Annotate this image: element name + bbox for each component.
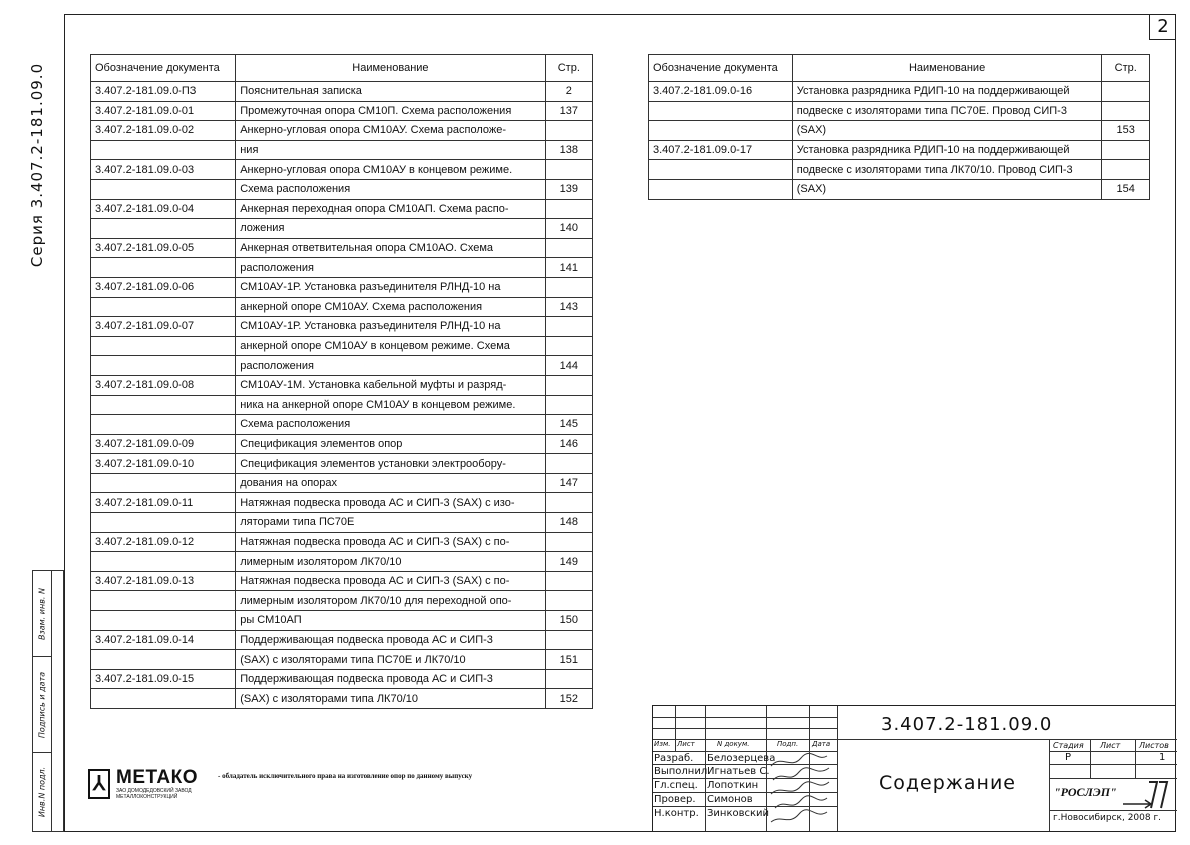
stamp-signature-date: Подпись и дата <box>33 657 51 753</box>
table-row <box>91 101 593 121</box>
document-title: Содержание <box>879 772 1016 794</box>
cell-name: ния <box>236 140 545 160</box>
header-name: Наименование <box>236 55 545 82</box>
cell-doc <box>91 513 236 533</box>
table-row <box>649 160 1150 180</box>
table-row <box>91 552 593 572</box>
cell-doc: 3.407.2-181.09.0-03 <box>91 160 236 180</box>
metako-name: МЕТАКО <box>116 767 199 788</box>
cell-name: Анкерно-угловая опора СМ10АУ в концевом режиме. <box>236 160 545 180</box>
cell-page <box>545 493 592 513</box>
table-row <box>91 258 593 278</box>
cell-page: 143 <box>545 297 592 317</box>
table-row <box>91 513 593 533</box>
header-name: Наименование <box>792 55 1102 82</box>
metako-note: - обладатель исключительного права на изготовление опор по данному выпуску <box>218 772 473 780</box>
cell-name: ложения <box>236 219 545 239</box>
cell-doc <box>649 121 793 141</box>
header-doc: Обозначение документа <box>649 55 793 82</box>
table-row <box>91 219 593 239</box>
sheets-value: 1 <box>1159 752 1166 763</box>
cell-page <box>1102 160 1150 180</box>
cell-page <box>545 454 592 474</box>
cell-name: Натяжная подвеска провода АС и СИП-3 (SAX) с по- <box>236 532 545 552</box>
cell-page <box>545 121 592 141</box>
cell-page <box>545 532 592 552</box>
table-row <box>91 121 593 141</box>
cell-doc: 3.407.2-181.09.0-17 <box>649 140 793 160</box>
cell-name: дования на опорах <box>236 473 545 493</box>
name-norm-control: Зинковский <box>707 808 770 819</box>
header-page: Стр. <box>545 55 592 82</box>
stamp-replace-inv: Взам. инв. N <box>33 571 51 657</box>
table-row <box>91 591 593 611</box>
cell-name: Спецификация элементов опор <box>236 434 545 454</box>
role-chief-spec: Гл.спец. <box>654 780 698 791</box>
table-row <box>91 375 593 395</box>
cell-doc: 3.407.2-181.09.0-13 <box>91 571 236 591</box>
cell-doc <box>91 591 236 611</box>
cell-doc: 3.407.2-181.09.0-12 <box>91 532 236 552</box>
cell-page: 137 <box>545 101 592 121</box>
table-row <box>91 297 593 317</box>
table-header <box>91 55 593 82</box>
role-checker: Провер. <box>654 794 696 805</box>
cell-doc: 3.407.2-181.09.0-14 <box>91 630 236 650</box>
cell-doc: 3.407.2-181.09.0-10 <box>91 454 236 474</box>
cell-page <box>545 277 592 297</box>
table-row <box>649 179 1150 199</box>
cell-name: (SAX) <box>792 179 1102 199</box>
cell-doc <box>91 140 236 160</box>
col-sheet: Лист <box>677 740 695 748</box>
table-header <box>649 55 1150 82</box>
signatures-icon <box>767 752 837 830</box>
table-row <box>91 395 593 415</box>
cell-page <box>1102 140 1150 160</box>
cell-name: Натяжная подвеска провода АС и СИП-3 (SAX) с по- <box>236 571 545 591</box>
cell-page <box>545 395 592 415</box>
cell-doc: 3.407.2-181.09.0-11 <box>91 493 236 513</box>
table-row <box>91 630 593 650</box>
document-designation: 3.407.2-181.09.0 <box>881 714 1053 735</box>
table-row <box>91 611 593 631</box>
col-signature: Подп. <box>777 740 799 748</box>
cell-page <box>545 571 592 591</box>
cell-page: 146 <box>545 434 592 454</box>
cell-name: подвеске с изоляторами типа ПС70Е. Провод СИП-3 <box>792 101 1102 121</box>
cell-doc <box>91 611 236 631</box>
table-row <box>91 277 593 297</box>
table-row <box>91 473 593 493</box>
cell-name: Установка разрядника РДИП-10 на поддерживающей <box>792 140 1102 160</box>
cell-doc: 3.407.2-181.09.0-01 <box>91 101 236 121</box>
stage-value: Р <box>1065 752 1072 763</box>
table-row <box>91 415 593 435</box>
cell-name: расположения <box>236 356 545 376</box>
cell-doc: 3.407.2-181.09.0-07 <box>91 317 236 337</box>
cell-name: Пояснительная записка <box>236 82 545 102</box>
title-block <box>652 705 1176 832</box>
cell-name: СМ10АУ-1Р. Установка разъединителя РЛНД-10 на <box>236 277 545 297</box>
cell-page: 150 <box>545 611 592 631</box>
table-row <box>91 317 593 337</box>
cell-page: 149 <box>545 552 592 572</box>
table-row <box>91 199 593 219</box>
cell-doc <box>91 552 236 572</box>
col-date: Дата <box>812 740 831 748</box>
cell-name: Анкерно-угловая опора СМ10АУ. Схема расположе- <box>236 121 545 141</box>
cell-doc <box>91 219 236 239</box>
cell-page: 152 <box>545 689 592 709</box>
cell-doc <box>649 101 793 121</box>
cell-page <box>545 238 592 258</box>
cell-page: 154 <box>1102 179 1150 199</box>
cell-name: (SAX) с изоляторами типа ЛК70/10 <box>236 689 545 709</box>
table-row <box>91 571 593 591</box>
cell-name: анкерной опоре СМ10АУ. Схема расположения <box>236 297 545 317</box>
table-row <box>649 140 1150 160</box>
cell-page: 140 <box>545 219 592 239</box>
cell-page <box>545 317 592 337</box>
metako-subtitle: ЗАО ДОМОДЕДОВСКИЙ ЗАВОД МЕТАЛЛОКОНСТРУКЦИЙ <box>116 788 192 800</box>
cell-doc: 3.407.2-181.09.0-02 <box>91 121 236 141</box>
cell-name: (SAX) <box>792 121 1102 141</box>
cell-page: 138 <box>545 140 592 160</box>
cell-page <box>545 669 592 689</box>
cell-page: 147 <box>545 473 592 493</box>
cell-name: ника на анкерной опоре СМ10АУ в концевом режиме. <box>236 395 545 415</box>
name-performer: Игнатьев С. <box>707 766 770 777</box>
cell-doc <box>91 336 236 356</box>
cell-page <box>545 375 592 395</box>
cell-doc: 3.407.2-181.09.0-04 <box>91 199 236 219</box>
cell-page: 141 <box>545 258 592 278</box>
cell-name: СМ10АУ-1Р. Установка разъединителя РЛНД-10 на <box>236 317 545 337</box>
cell-page: 139 <box>545 179 592 199</box>
company-name: "РОСЛЭП" <box>1054 785 1117 799</box>
cell-page: 2 <box>545 82 592 102</box>
cell-name: Анкерная ответвительная опора СМ10АО. Схема <box>236 238 545 258</box>
cell-name: анкерной опоре СМ10АУ в концевом режиме. Схема <box>236 336 545 356</box>
company-city: г.Новосибирск, 2008 г. <box>1053 813 1162 823</box>
cell-page <box>545 160 592 180</box>
contents-table-left <box>90 54 593 709</box>
cell-name: расположения <box>236 258 545 278</box>
cell-doc <box>91 473 236 493</box>
contents-table-right <box>648 54 1150 200</box>
table-row <box>91 356 593 376</box>
cell-doc <box>91 179 236 199</box>
cell-name: ляторами типа ПС70Е <box>236 513 545 533</box>
cell-page: 148 <box>545 513 592 533</box>
cell-name: СМ10АУ-1М. Установка кабельной муфты и разряд- <box>236 375 545 395</box>
cell-doc: 3.407.2-181.09.0-16 <box>649 82 793 102</box>
name-developer: Белозерцева <box>707 753 776 764</box>
sheets-header: Листов <box>1139 741 1169 750</box>
col-rev: Изм. <box>654 740 671 748</box>
table-row <box>91 532 593 552</box>
side-stamps <box>32 570 64 832</box>
cell-doc <box>91 356 236 376</box>
cell-doc: 3.407.2-181.09.0-06 <box>91 277 236 297</box>
role-norm-control: Н.контр. <box>654 808 699 819</box>
cell-name: ры СМ10АП <box>236 611 545 631</box>
cell-name: Поддерживающая подвеска провода АС и СИП-3 <box>236 669 545 689</box>
metako-logo-block <box>88 769 528 805</box>
col-docnum: N докум. <box>717 740 750 748</box>
header-doc: Обозначение документа <box>91 55 236 82</box>
series-label: Серия 3.407.2-181.09.0 <box>28 62 46 268</box>
cell-doc: 3.407.2-181.09.0-15 <box>91 669 236 689</box>
cell-name: Натяжная подвеска провода АС и СИП-3 (SAX) с изо- <box>236 493 545 513</box>
role-developer: Разраб. <box>654 753 694 764</box>
cell-doc: 3.407.2-181.09.0-05 <box>91 238 236 258</box>
cell-doc: 3.407.2-181.09.0-09 <box>91 434 236 454</box>
table-row <box>91 689 593 709</box>
cell-name: Промежуточная опора СМ10П. Схема расположения <box>236 101 545 121</box>
name-checker: Симонов <box>707 794 753 805</box>
table-row <box>649 101 1150 121</box>
cell-doc <box>649 179 793 199</box>
cell-page <box>545 630 592 650</box>
name-chief-spec: Лопоткин <box>707 780 759 791</box>
roslep-logo-icon <box>1121 780 1171 810</box>
cell-name: Спецификация элементов установки электрообору- <box>236 454 545 474</box>
cell-name: (SAX) с изоляторами типа ПС70Е и ЛК70/10 <box>236 650 545 670</box>
cell-name: лимерным изолятором ЛК70/10 <box>236 552 545 572</box>
cell-page <box>545 336 592 356</box>
table-row <box>91 179 593 199</box>
table-row <box>91 82 593 102</box>
cell-name: Анкерная переходная опора СМ10АП. Схема распо- <box>236 199 545 219</box>
cell-page: 144 <box>545 356 592 376</box>
table-row <box>91 454 593 474</box>
cell-page <box>1102 101 1150 121</box>
cell-doc <box>91 395 236 415</box>
cell-name: Поддерживающая подвеска провода АС и СИП-3 <box>236 630 545 650</box>
cell-page: 145 <box>545 415 592 435</box>
cell-doc <box>91 650 236 670</box>
table-row <box>91 493 593 513</box>
stage-header: Стадия <box>1053 741 1084 750</box>
sheet-header: Лист <box>1100 741 1121 750</box>
table-row <box>91 669 593 689</box>
table-row <box>649 82 1150 102</box>
cell-name: лимерным изолятором ЛК70/10 для переходной опо- <box>236 591 545 611</box>
cell-doc <box>91 415 236 435</box>
cell-name: Схема расположения <box>236 179 545 199</box>
table-row <box>91 336 593 356</box>
cell-name: Установка разрядника РДИП-10 на поддерживающей <box>792 82 1102 102</box>
cell-name: подвеске с изоляторами типа ЛК70/10. Провод СИП-3 <box>792 160 1102 180</box>
metako-emblem-icon: ⅄ <box>88 769 110 799</box>
table-row <box>91 160 593 180</box>
cell-doc <box>649 160 793 180</box>
table-row <box>649 121 1150 141</box>
sheet-number: 2 <box>1149 14 1176 40</box>
table-row <box>91 238 593 258</box>
cell-page <box>545 199 592 219</box>
table-row <box>91 650 593 670</box>
header-page: Стр. <box>1102 55 1150 82</box>
cell-page <box>545 591 592 611</box>
cell-doc <box>91 258 236 278</box>
cell-doc: 3.407.2-181.09.0-ПЗ <box>91 82 236 102</box>
cell-page <box>1102 82 1150 102</box>
cell-page: 153 <box>1102 121 1150 141</box>
cell-doc <box>91 297 236 317</box>
role-performer: Выполнил <box>654 766 708 777</box>
table-row <box>91 434 593 454</box>
cell-doc <box>91 689 236 709</box>
stamp-inv-original: Инв.N подл. <box>37 766 47 818</box>
table-row <box>91 140 593 160</box>
cell-doc: 3.407.2-181.09.0-08 <box>91 375 236 395</box>
cell-page: 151 <box>545 650 592 670</box>
cell-name: Схема расположения <box>236 415 545 435</box>
